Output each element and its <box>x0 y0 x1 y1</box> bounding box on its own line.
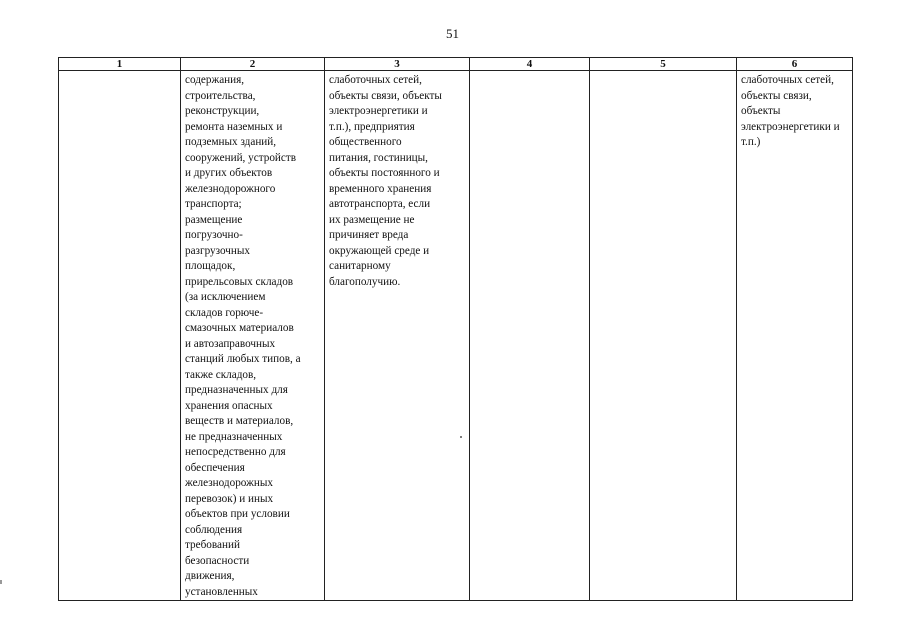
cell-line: требований <box>185 539 240 551</box>
cell-line: смазочных материалов <box>185 322 294 334</box>
cell-line: объекты постоянного и <box>329 167 440 179</box>
cell-line: т.п.), предприятия <box>329 120 415 133</box>
column-header-1: 1 <box>59 58 181 71</box>
cell-line: временного хранения <box>329 182 432 195</box>
cell-line: содержания, <box>185 74 245 86</box>
cell-line: строительства, <box>185 89 256 102</box>
table-header-row <box>59 58 853 71</box>
scan-margin-mark <box>0 580 2 584</box>
cell-line: подземных зданий, <box>185 136 277 148</box>
table-cell-col6 <box>737 71 853 601</box>
cell-text-col6 <box>737 71 852 151</box>
table-cell-col2 <box>181 71 325 601</box>
cell-line: железнодорожного <box>185 182 276 195</box>
column-header-4: 4 <box>470 58 590 71</box>
cell-line: площадок, <box>185 260 236 272</box>
cell-line: слаботочных сетей, <box>329 74 422 86</box>
cell-line: установленных <box>185 585 258 598</box>
cell-line: хранения опасных <box>185 399 273 412</box>
cell-line: причиняет вреда <box>329 229 409 241</box>
cell-line: безопасности <box>185 554 250 567</box>
cell-line: размещение <box>185 213 243 226</box>
column-header-6: 6 <box>737 58 853 71</box>
cell-line: электроэнергетики и <box>329 105 428 117</box>
cell-line: и автозаправочных <box>185 337 276 350</box>
cell-line: окружающей среде и <box>329 244 430 257</box>
cell-line: транспорта; <box>185 198 242 210</box>
cell-line: также складов, <box>185 368 257 381</box>
cell-line: обеспечения <box>185 461 245 474</box>
column-header-2: 2 <box>181 58 325 71</box>
cell-line: объекты связи, <box>741 89 812 102</box>
cell-line: ремонта наземных и <box>185 120 283 133</box>
cell-line: предназначенных для <box>185 384 288 396</box>
cell-line: не предназначенных <box>185 430 283 443</box>
cell-line: реконструкции, <box>185 105 260 117</box>
cell-line: железнодорожных <box>185 477 273 489</box>
column-header-5: 5 <box>590 58 737 71</box>
cell-line: станций любых типов, а <box>185 353 301 365</box>
cell-line: питания, гостиницы, <box>329 151 428 164</box>
cell-line: перевозок) и иных <box>185 492 274 505</box>
cell-line: санитарному <box>329 260 391 272</box>
cell-line: электроэнергетики и <box>741 120 840 133</box>
table-cell-col4 <box>470 71 590 601</box>
cell-line: складов горюче- <box>185 306 264 319</box>
cell-text-col2 <box>181 71 324 600</box>
cell-line: разгрузочных <box>185 244 250 257</box>
cell-text-col3 <box>325 71 469 290</box>
cell-line: непосредственно для <box>185 446 286 458</box>
cell-line: (за исключением <box>185 291 266 303</box>
page-number: 51 <box>446 26 459 41</box>
table-cell-col1 <box>59 71 181 601</box>
table-row <box>59 71 853 601</box>
document-table <box>58 57 853 601</box>
cell-line: общественного <box>329 136 402 148</box>
column-header-3: 3 <box>325 58 470 71</box>
cell-line: их размещение не <box>329 213 415 226</box>
cell-line: объектов при условии <box>185 508 290 520</box>
cell-line: прирельсовых складов <box>185 275 294 288</box>
cell-line: движения, <box>185 570 235 582</box>
cell-line: благополучию. <box>329 275 401 288</box>
table-cell-col3 <box>325 71 470 601</box>
cell-line: т.п.) <box>741 136 761 148</box>
cell-line: сооружений, устройств <box>185 151 297 164</box>
cell-line: погрузочно- <box>185 229 243 241</box>
cell-line: слаботочных сетей, <box>741 74 834 86</box>
scan-speck <box>460 436 462 438</box>
table-cell-col5 <box>590 71 737 601</box>
cell-line: соблюдения <box>185 523 243 536</box>
cell-line: и других объектов <box>185 167 273 179</box>
cell-line: объекты <box>741 105 781 117</box>
cell-line: объекты связи, объекты <box>329 89 442 102</box>
cell-line: автотранспорта, если <box>329 198 431 210</box>
cell-line: веществ и материалов, <box>185 415 294 427</box>
